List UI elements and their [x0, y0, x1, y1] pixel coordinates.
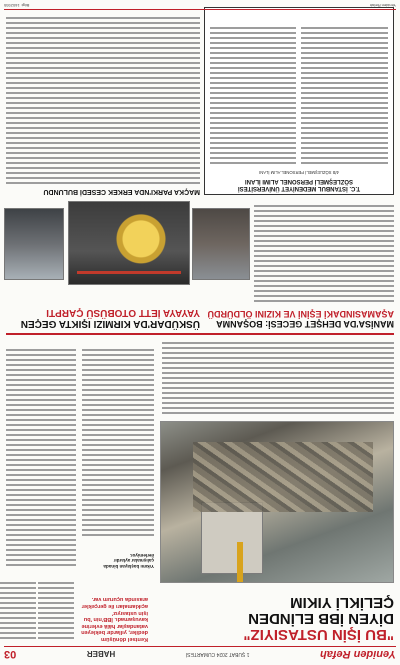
ad-title — [205, 175, 393, 194]
page-number: 03 — [4, 648, 17, 660]
bottom-right-story — [6, 9, 200, 195]
top-story-deck: Kentsel dönüşüm dediler, yıllardır bekleyen vatandaşlar hâlâ evlerine kavuşamadı. İBB'nin 'bu işin ustasıyız' açıklamaları ile gerçekler arasında uçurum var. — [81, 596, 148, 642]
bus-story-headline — [6, 307, 200, 329]
rubble-shape — [193, 442, 373, 512]
manisa-story-headline — [206, 309, 394, 329]
top-story-column-2 — [0, 574, 36, 642]
ad-title-line1: T.C. İSTANBUL MEDENİYET ÜNİVERSİTESİ — [237, 185, 361, 191]
ad-column-right — [210, 24, 297, 167]
top-headline-line3: ÇELİKLİ YIKIM — [290, 594, 394, 611]
footer-right: Bilgi: 1602935 — [4, 3, 30, 9]
issue-date: 1 ŞUBAT 2024 CUMARTESİ — [185, 651, 250, 657]
manisa-headline-line2: AŞAMASINDAKİ EŞİNİ VE KIZINI ÖLDÜRDÜ — [207, 309, 394, 319]
building-shape — [201, 502, 263, 574]
top-headline-line1: "BU İŞİN USTASIYIZ" — [243, 626, 394, 643]
top-headline-line2: DİYEN İBB ELİNDEN — [248, 610, 394, 627]
top-story-body-1 — [82, 339, 154, 539]
ad-title-line2: SÖZLEŞMELİ PERSONEL ALIMI İLANI — [245, 178, 354, 184]
demolition-photo — [160, 421, 394, 583]
job-ad — [204, 7, 394, 195]
newspaper-logo: Yeniden Refah — [320, 648, 396, 660]
footer-left: Yeniden Refah — [369, 3, 396, 9]
top-story-body-2 — [6, 339, 76, 569]
masthead — [4, 646, 396, 661]
photo-caption: Yıkımı başlayan binada çalışmalar aylardır ilerlemiyor. — [103, 552, 154, 569]
crane-shape — [237, 542, 243, 582]
manisa-story-body — [254, 201, 394, 305]
bus-rail-shape — [77, 271, 181, 274]
street-photo — [4, 208, 64, 280]
manisa-headline-line1: MANİSA'DA DEHŞET GECESİ: BOŞANMA — [216, 319, 394, 329]
crowd-photo — [192, 208, 250, 280]
page-footer — [4, 3, 396, 10]
ad-columns — [205, 21, 393, 170]
top-headline — [154, 594, 394, 642]
section-label: HABER — [86, 649, 116, 659]
top-story-body-3 — [162, 339, 394, 417]
section-divider — [6, 334, 394, 336]
ad-subtitle: 4/B SÖZLEŞMELİ PERSONEL ALIM İLANI — [259, 170, 339, 175]
bottom-right-body — [6, 17, 200, 184]
bus-accident-photo — [68, 201, 190, 285]
bottom-right-headline: MAÇKA PARKI'NDA ERKEK CESEDİ BULUNDU — [43, 188, 200, 195]
bus-headline-line1: ÜSKÜDAR'DA KIRMIZI IŞIKTA GEÇEN — [20, 318, 200, 329]
bus-headline-line2: YAYAYA İETT OTOBÜSÜ ÇARPTI — [46, 307, 200, 318]
ad-column-left — [302, 24, 389, 167]
top-story-column-1 — [38, 574, 74, 642]
